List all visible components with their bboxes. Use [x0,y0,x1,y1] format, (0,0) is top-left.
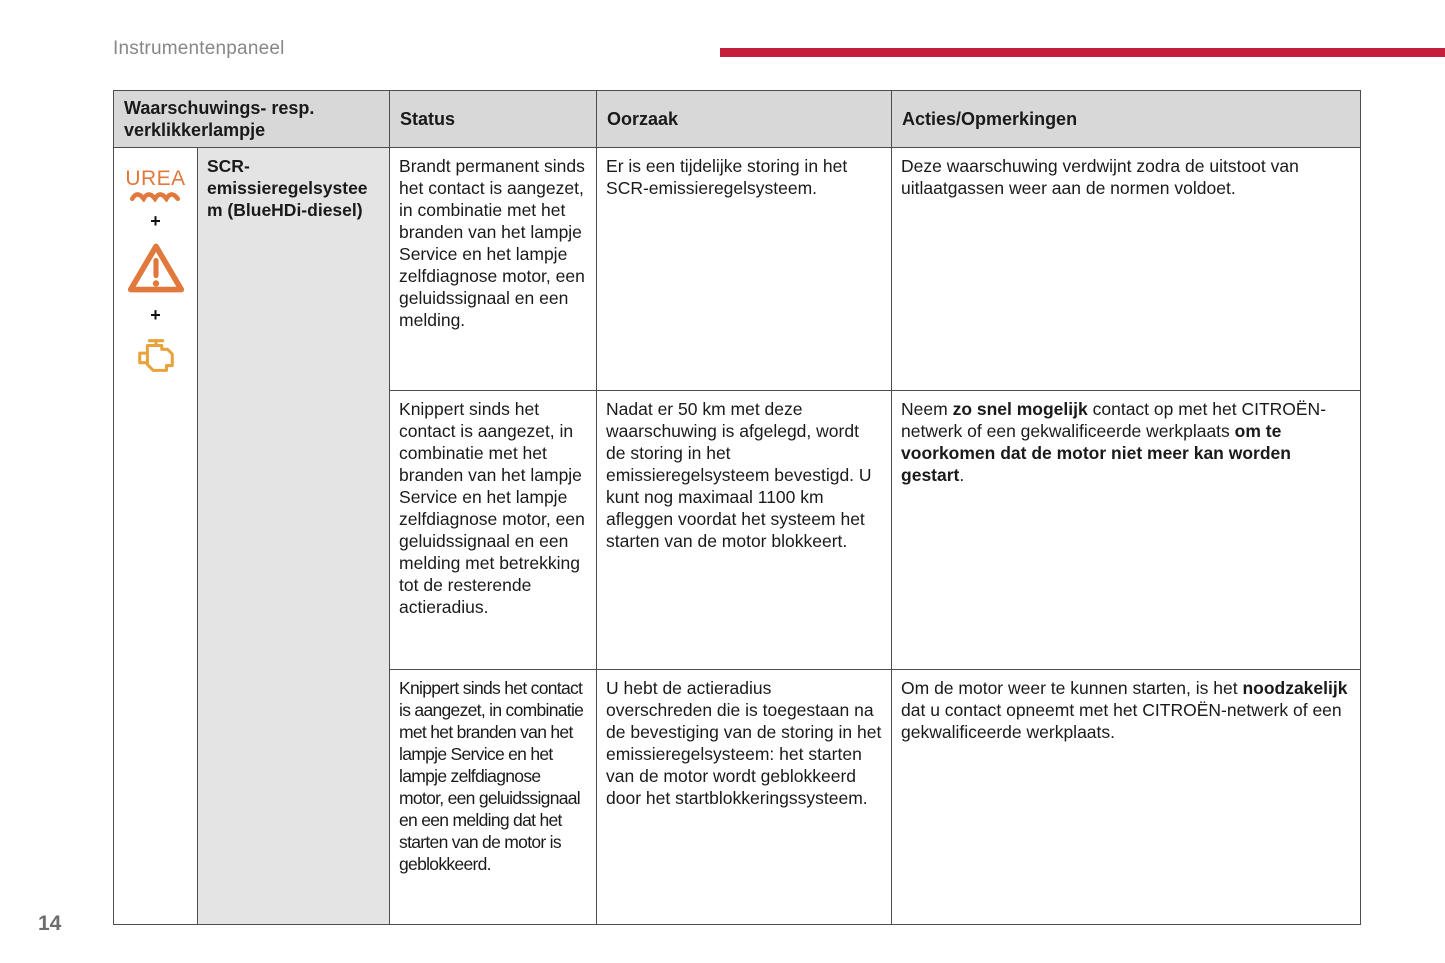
accent-bar [720,48,1445,57]
status-cell-row2: Knippert sinds het contact is aangezet, in combinatie met het branden van het lampje Service en het lampje zelfdiagnose motor, een geluidssignaal en een melding met betrekking tot de resterende actieradius. [390,391,597,670]
action-text-segment: Om de motor weer te kunnen starten, is het [901,678,1243,698]
action-text-segment: om te voorkomen dat de motor niet meer kan worden gestart [901,421,1291,485]
table-header-row [114,91,1361,148]
action-text-segment: noodzakelijk [1242,678,1348,698]
page-number: 14 [38,912,62,935]
urea-wave-icon [130,189,180,202]
cause-cell-row1: Er is een tijdelijke storing in het SCR-emissieregelsysteem. [597,148,892,391]
action-text-segment: dat u contact opneemt met het CITROËN-netwerk of een gekwalificeerde werkplaats. [901,700,1342,742]
header-cause: Oorzaak [597,91,892,148]
action-text-segment: contact op met het CITROËN-netwerk of een gekwalificeerde werkplaats [901,399,1327,441]
plus-separator: + [150,211,161,231]
lamp-icons-cell [114,148,198,925]
action-text-segment: zo snel mogelijk [952,399,1088,419]
status-cell-row1: Brandt permanent sinds het contact is aangezet, in combinatie met het branden van het lampje Service en het lampje zelfdiagnose motor, een geluidssignaal en een melding. [390,148,597,391]
actions-cell-row2 [892,391,1361,670]
engine-icon [127,334,185,378]
plus-separator: + [150,305,161,325]
cause-cell-row3: U hebt de actieradius overschreden die is toegestaan na de bevestiging van de storing in het emissieregelsysteem: het starten van de motor wordt geblokkeerd door het startblokkeringssysteem. [597,670,892,925]
cause-cell-row2: Nadat er 50 km met deze waarschuwing is afgelegd, wordt de storing in het emissieregelsysteem bevestigd. U kunt nog maximaal 1100 km afleggen voordat het systeem het starten van de motor blokkeert. [597,391,892,670]
icon-stack [123,155,188,378]
action-text-segment: Deze waarschuwing verdwijnt zodra de uitstoot van uitlaatgassen weer aan de normen voldoet. [901,156,1299,198]
table-row [114,148,1361,391]
header-status: Status [390,91,597,148]
header-warning-lamp: Waarschuwings- resp. verklikkerlampje [114,91,390,148]
warning-triangle-icon [126,240,186,296]
urea-warning-icon [125,168,185,202]
page-title: Instrumentenpaneel [113,38,285,59]
status-cell-row3: Knippert sinds het contact is aangezet, in combinatie met het branden van het lampje Service en het lampje zelfdiagnose motor, een geluidssignaal en een melding dat het starten van de motor is geblokkeerd. [390,670,597,925]
header-actions: Acties/Opmerkingen [892,91,1361,148]
actions-cell-row1 [892,148,1361,391]
urea-label: UREA [125,167,186,190]
actions-cell-row3 [892,670,1361,925]
action-text-segment: . [959,465,965,485]
lamp-name-cell: SCR-emissieregelsysteem (BlueHDi-diesel) [198,148,390,925]
action-text-segment: Neem [901,399,953,419]
warning-lamps-table [113,90,1361,925]
